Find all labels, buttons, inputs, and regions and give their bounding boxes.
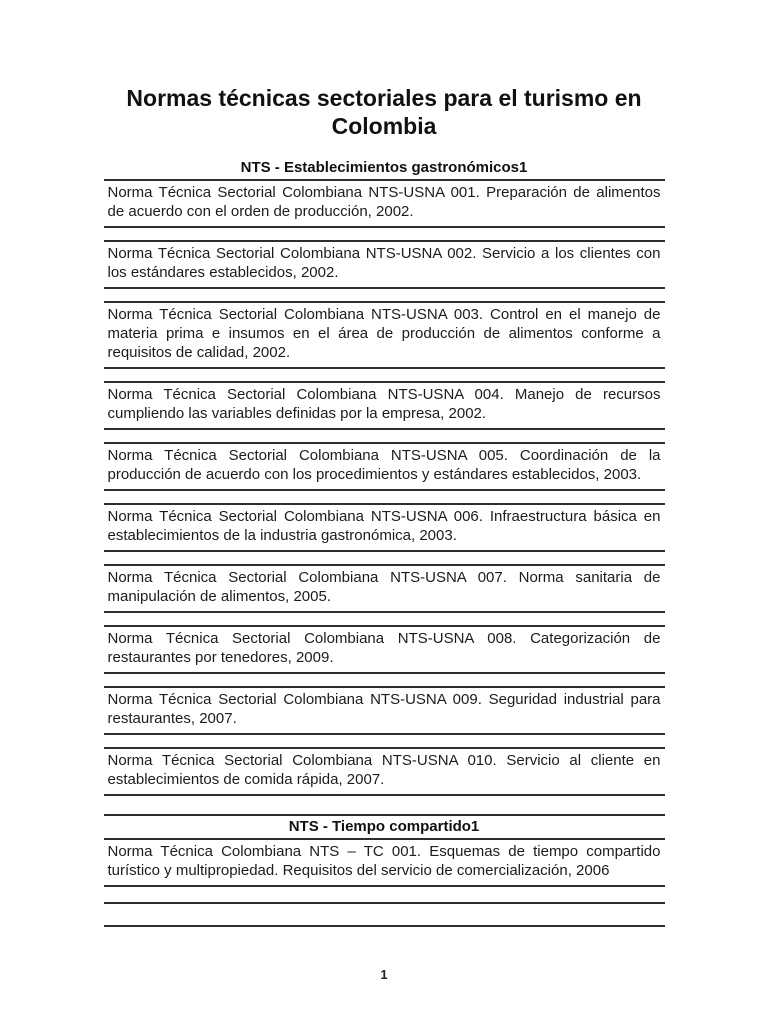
norm-entry-usna-010: Norma Técnica Sectorial Colombiana NTS-USNA 010. Servicio al cliente en establecimientos de comida rápida, 2007. (104, 747, 665, 796)
section-heading-tiempo-compartido: NTS - Tiempo compartido1 (104, 814, 665, 840)
page-number: 1 (380, 967, 388, 983)
norm-entry-usna-006: Norma Técnica Sectorial Colombiana NTS-USNA 006. Infraestructura básica en establecimientos de la industria gastronómica, 2003. (104, 503, 665, 552)
norm-entry-usna-009: Norma Técnica Sectorial Colombiana NTS-USNA 009. Seguridad industrial para restaurantes, 2007. (104, 686, 665, 735)
norm-entry-usna-004: Norma Técnica Sectorial Colombiana NTS-USNA 004. Manejo de recursos cumpliendo las variables definidas por la empresa, 2002. (104, 381, 665, 430)
norm-entry-usna-001: Norma Técnica Sectorial Colombiana NTS-USNA 001. Preparación de alimentos de acuerdo con el orden de producción, 2002. (104, 181, 665, 228)
section-heading-gastronomicos: NTS - Establecimientos gastronómicos1 (104, 157, 665, 181)
norm-entry-usna-008: Norma Técnica Sectorial Colombiana NTS-USNA 008. Categorización de restaurantes por tenedores, 2009. (104, 625, 665, 674)
document-title-line-1: Normas técnicas sectoriales para el turismo en (126, 85, 642, 111)
empty-table-row (104, 904, 665, 927)
norm-entry-tc-001: Norma Técnica Colombiana NTS – TC 001. Esquemas de tiempo compartido turístico y multipropiedad. Requisitos del servicio de comercialización, 2006 (104, 840, 665, 887)
norm-entry-usna-007: Norma Técnica Sectorial Colombiana NTS-USNA 007. Norma sanitaria de manipulación de alimentos, 2005. (104, 564, 665, 613)
norm-entry-usna-003: Norma Técnica Sectorial Colombiana NTS-USNA 003. Control en el manejo de materia prima e insumos en el área de producción de alimentos conforme a requisitos de calidad, 2002. (104, 301, 665, 369)
document-title-line-2: Colombia (331, 113, 437, 140)
document-title (0, 0, 768, 140)
document-body (104, 157, 665, 927)
norm-entry-usna-005: Norma Técnica Sectorial Colombiana NTS-USNA 005. Coordinación de la producción de acuerdo con los procedimientos y estándares establecidos, 2003. (104, 442, 665, 491)
empty-table-row (104, 887, 665, 904)
norm-entry-usna-002: Norma Técnica Sectorial Colombiana NTS-USNA 002. Servicio a los clientes con los estándares establecidos, 2002. (104, 240, 665, 289)
